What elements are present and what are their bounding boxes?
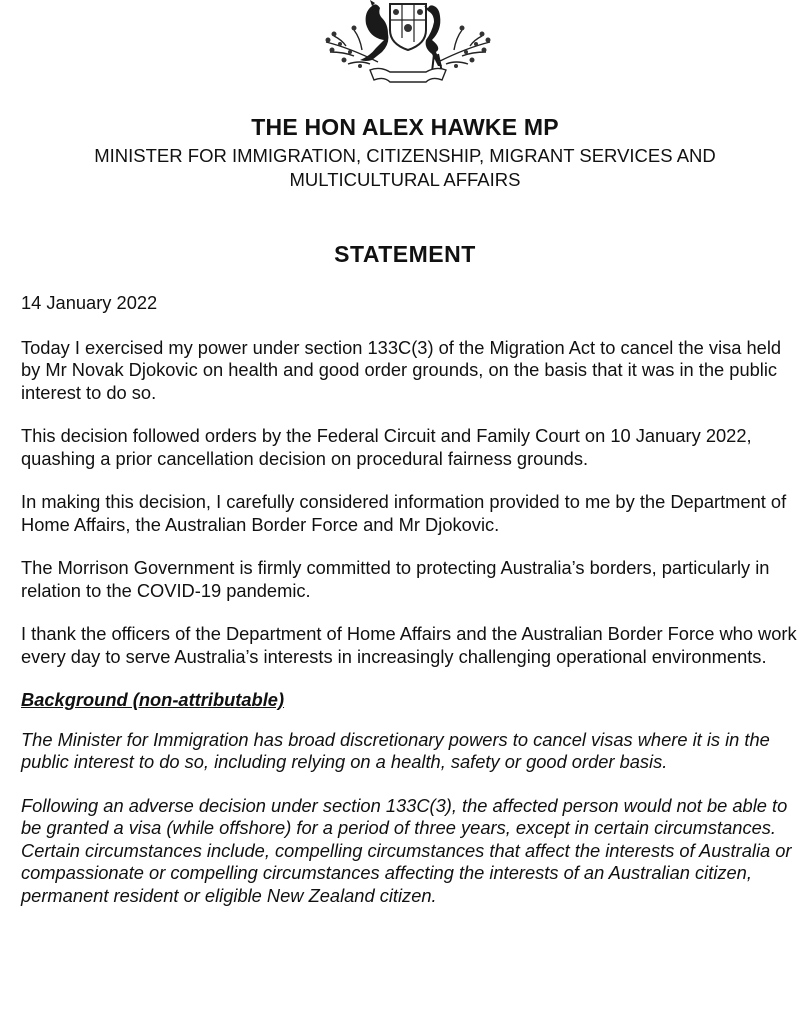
paragraph: This decision followed orders by the Federal Circuit and Family Court on 10 January 2022, quashing a prior cancellation decision on procedural fairness grounds.: [21, 425, 752, 469]
statement-date: 14 January 2022: [21, 292, 158, 313]
background-paragraph: The Minister for Immigration has broad discretionary powers to cancel visas where it is in the public interest to do so, including relying on a health, safety or good order basis.: [21, 728, 770, 772]
letterhead: [0, 112, 810, 192]
background-heading: Background (non-attributable): [21, 689, 285, 710]
paragraph: Today I exercised my power under section 133C(3) of the Migration Act to cancel the visa held by Mr Novak Djokovic on health and good order grounds, on the basis that it was in the public interest to do so.: [21, 336, 782, 403]
statement-heading: STATEMENT: [334, 241, 476, 267]
paragraph: I thank the officers of the Department of Home Affairs and the Australian Border Force who work every day to serve Australia’s interests in increasingly challenging operational environments.: [21, 623, 797, 667]
paragraph: In making this decision, I carefully considered information provided to me by the Department of Home Affairs, the Australian Border Force and Mr Djokovic.: [21, 491, 787, 535]
paragraph: The Morrison Government is firmly committed to protecting Australia’s borders, particularly in relation to the COVID-19 pandemic.: [21, 557, 770, 601]
minister-title: MINISTER FOR IMMIGRATION, CITIZENSHIP, MIGRANT SERVICES AND MULTICULTURAL AFFAIRS: [94, 145, 716, 190]
statement-body: [21, 292, 801, 928]
background-paragraph: Following an adverse decision under section 133C(3), the affected person would not be able to be granted a visa (while offshore) for a period of three years, except in certain circumstances. Certain circumstances include, compelling circumstances that affect the interests of Australia or compassionate or compelling circumstances affecting the interests of an Australian citizen, permanent resident or eligible New Zealand citizen.: [21, 794, 792, 906]
coat-of-arms-crest: [320, 0, 496, 92]
minister-name: THE HON ALEX HAWKE MP: [251, 114, 559, 140]
